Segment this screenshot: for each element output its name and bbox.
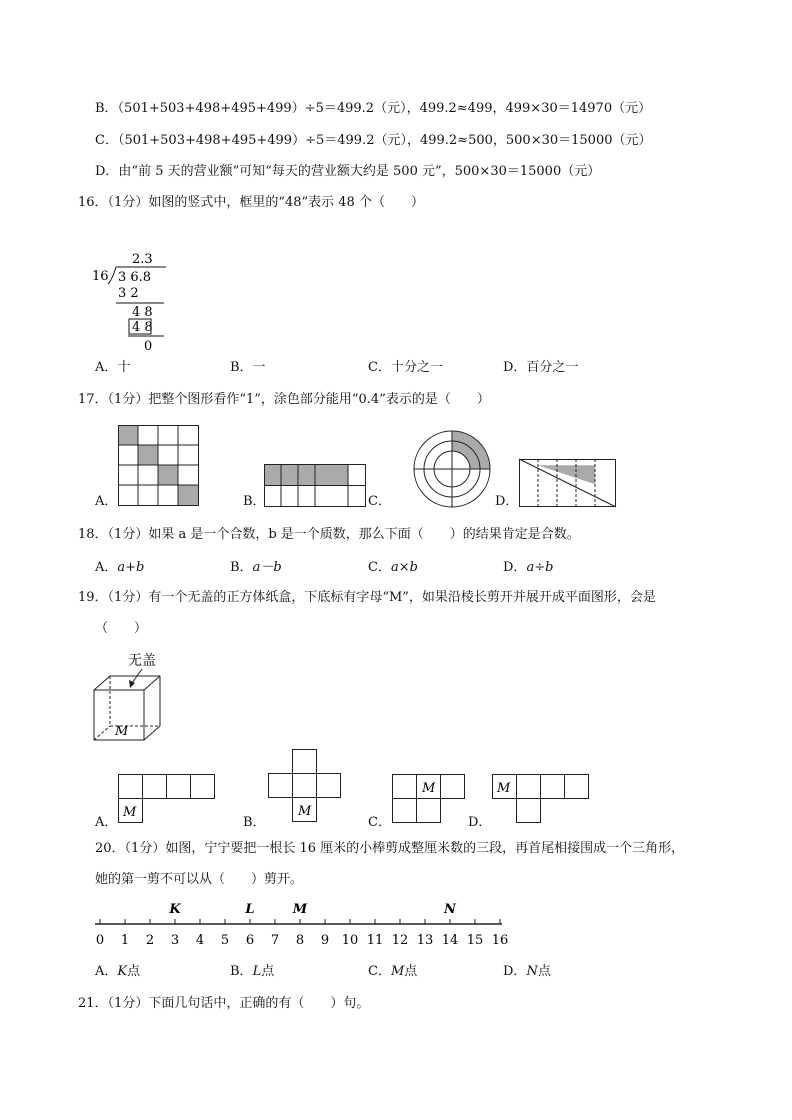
q16-option-d: D．百分之一 — [503, 360, 579, 375]
q20-option-c: C．M点 — [368, 964, 418, 979]
ruler-point-M: M — [292, 902, 308, 917]
ruler-tick-label-14: 14 — [441, 933, 459, 948]
q20-option-b: B．L点 — [230, 964, 275, 979]
division-divisor: 16 — [92, 269, 109, 284]
net-d-letter: M — [497, 781, 511, 796]
net-b-letter: M — [298, 804, 312, 819]
q18-option-b: B．a－b — [230, 560, 282, 575]
ruler-point-K: K — [169, 902, 181, 917]
q19-label-b: B． — [243, 815, 266, 830]
q15-option-d: D．由“前 5 天的营业额”可知“每天的营业额大约是 500 元”，500×30＝15000（元） — [95, 164, 601, 179]
ruler-tick-label-12: 12 — [391, 933, 409, 948]
net-c-letter: M — [422, 781, 436, 796]
ruler-tick-label-11: 11 — [366, 933, 384, 948]
q17-label-a: A． — [95, 494, 118, 509]
ruler-tick-label-16: 16 — [491, 933, 509, 948]
ruler-tick-label-3: 3 — [170, 933, 180, 948]
q20-option-d: D．N点 — [503, 964, 551, 979]
q18-option-a: A．a+b — [95, 560, 145, 575]
ruler-tick-label-2: 2 — [145, 933, 155, 948]
ruler-point-L: L — [245, 902, 255, 917]
ruler-tick-label-6: 6 — [245, 933, 255, 948]
q17-figure-a-grid — [118, 425, 200, 507]
long-division-figure — [88, 250, 178, 355]
division-boxed-48: 4 8 — [132, 320, 153, 335]
ruler-tick-label-13: 13 — [416, 933, 434, 948]
cube-letter-m: M — [115, 724, 129, 739]
q17-stem: 17．（1分）把整个图形看作“1”，涂色部分能用“0.4”表示的是（ ） — [78, 392, 490, 407]
q15-option-b: B．（501+503+498+495+499）÷5＝499.2（元），499.2≈499，499×30＝14970（元） — [95, 101, 652, 116]
q19-net-b — [268, 749, 346, 827]
q19-net-c — [392, 774, 470, 826]
q19-open-cube — [90, 648, 170, 743]
ruler-tick-label-15: 15 — [466, 933, 484, 948]
division-final: 0 — [144, 339, 153, 354]
q17-label-c: C． — [368, 494, 391, 509]
q21-stem: 21．（1分）下面几句话中，正确的有（ ）句。 — [78, 996, 370, 1011]
q16-option-b: B．一 — [230, 360, 266, 375]
ruler-tick-label-5: 5 — [220, 933, 230, 948]
q19-net-a — [118, 774, 218, 826]
ruler-tick-label-0: 0 — [95, 933, 105, 948]
ruler-tick-label-10: 10 — [341, 933, 359, 948]
q19-label-a: A． — [95, 815, 118, 830]
q18-stem: 18．（1分）如果 a 是一个合数，b 是一个质数，那么下面（ ）的结果肯定是合数。 — [78, 527, 580, 542]
ruler-tick-label-9: 9 — [320, 933, 330, 948]
no-lid-label: 无盖 — [128, 653, 156, 669]
q17-label-d: D． — [495, 494, 519, 509]
division-product: 3 2 — [118, 286, 139, 301]
ruler-tick-label-4: 4 — [195, 933, 205, 948]
q20-ruler — [90, 898, 510, 950]
ruler-tick-label-1: 1 — [120, 933, 130, 948]
q19-stem: 19．（1分）有一个无盖的正方体纸盒，下底标有字母“M”，如果沿棱长剪开并展开成平面图形，会是 — [78, 590, 656, 605]
q17-figure-c-rings — [413, 430, 493, 510]
ruler-point-N: N — [444, 902, 456, 917]
q20-stem: 20．（1分）如图，宁宁要把一根长 16 厘米的小棒剪成整厘米数的三段，再首尾相接围成一个三角形， — [95, 841, 685, 856]
q19-stem-paren: （ ） — [95, 621, 148, 636]
division-quotient: 2.3 — [132, 252, 153, 267]
ruler-tick-label-8: 8 — [295, 933, 305, 948]
q17-figure-d-triangle — [519, 459, 619, 509]
division-dividend: 3 6.8 — [118, 270, 152, 285]
q19-net-d — [492, 774, 592, 826]
q19-label-d: D． — [468, 815, 492, 830]
ruler-tick-label-7: 7 — [270, 933, 280, 948]
q18-option-d: D．a÷b — [503, 560, 554, 575]
q17-figure-b-strip — [264, 464, 368, 508]
net-a-letter: M — [123, 805, 137, 820]
q19-label-c: C． — [368, 815, 391, 830]
q16-option-c: C．十分之一 — [368, 360, 443, 375]
q20-option-a: A．K点 — [95, 964, 141, 979]
division-remainder: 4 8 — [132, 305, 153, 320]
q20-stem-line2: 她的第一剪不可以从（ ）剪开。 — [95, 872, 304, 887]
q16-option-a: A．十 — [95, 360, 131, 375]
q18-option-c: C．a×b — [368, 560, 418, 575]
q17-label-b: B． — [243, 494, 266, 509]
q16-stem: 16．（1分）如图的竖式中，框里的“48”表示 48 个（ ） — [78, 195, 424, 210]
q15-option-c: C．（501+503+498+495+499）÷5＝499.2（元），499.2≈500，500×30＝15000（元） — [95, 133, 652, 148]
